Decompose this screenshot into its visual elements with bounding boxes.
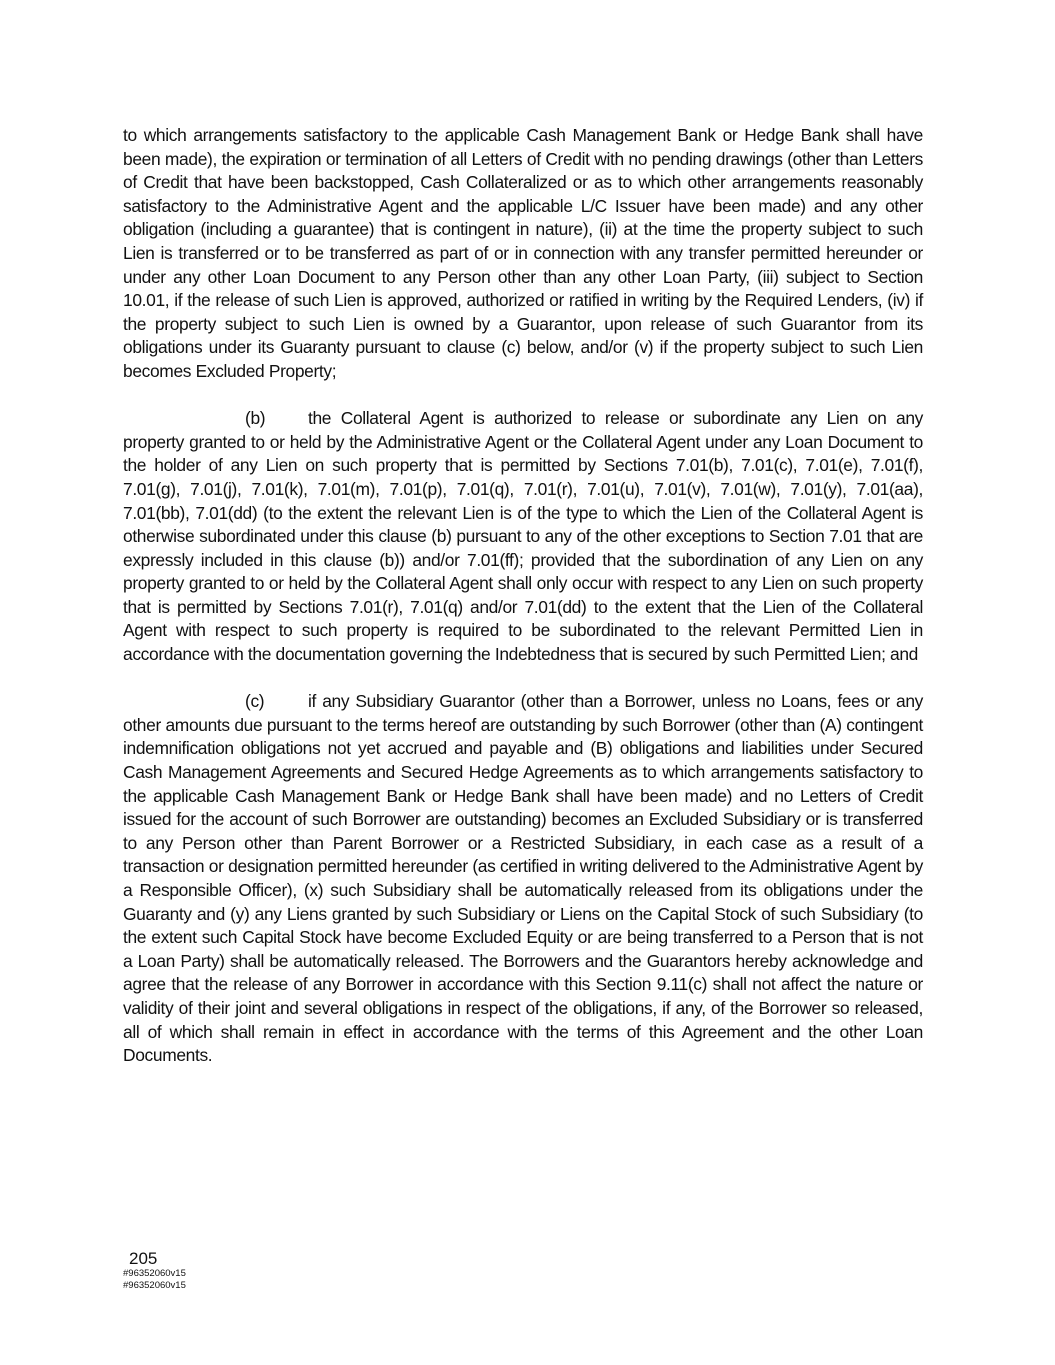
paragraph-text: to which arrangements satisfactory to the applicable Cash Management Bank or Hedge Bank shall have been made), the expiration or termination of all Letters of Credit with no pending drawings (other than Letters of Credit that have been backstopped, Cash Collateralized or as to which other arrangements reasonably satisfactory to the Administrative Agent and the applicable L/C Issuer have been made) and any other obligation (including a guarantee) that is contingent in nature), (ii) at the time the property subject to such Lien is transferred or to be transferred as part of or in connection with any transfer permitted hereunder or under any other Loan Document to any Person other than any other Loan Party, (iii) subject to Section 10.01, if the release of such Lien is approved, authorized or ratified in writing by the Required Lenders, (iv) if the property subject to such Lien is owned by a Guarantor, upon release of such Guarantor from its obligations under its Guaranty pursuant to clause (c) below, and/or (v) if the property subject to such Lien becomes Excluded Property; [123,125,923,381]
paragraph-clause-c [123,690,923,1068]
page-footer [123,1250,186,1291]
document-id: #96352060v15 [123,1268,186,1279]
paragraph-text: if any Subsidiary Guarantor (other than a Borrower, unless no Loans, fees or any other amounts due pursuant to the terms hereof are outstanding by such Borrower (other than (A) contingent indemnification obligations not yet accrued and payable and (B) obligations and liabilities under Secured Cash Management Agreements and Secured Hedge Agreements as to which arrangements satisfactory to the applicable Cash Management Bank or Hedge Bank shall have been made) and no Letters of Credit issued for the account of such Borrower are outstanding) becomes an Excluded Subsidiary or is transferred to any Person other than Parent Borrower or a Restricted Subsidiary, in each case as a result of a transaction or designation permitted hereunder (as certified in writing delivered to the Administrative Agent by a Responsible Officer), (x) such Subsidiary shall be automatically released from its obligations under the Guaranty and (y) any Liens granted by such Subsidiary or Liens on the Capital Stock of such Subsidiary (to the extent such Capital Stock have become Excluded Equity or are being transferred to a Person that is not a Loan Party) shall be automatically released. The Borrowers and the Guarantors hereby acknowledge and agree that the release of any Borrower in accordance with this Section 9.11(c) shall not affect the nature or validity of their joint and several obligations in respect of the obligations, if any, of the Borrower so released, all of which shall remain in effect in accordance with the terms of this Agreement and the other Loan Documents. [123,691,923,1066]
document-body [123,124,923,1091]
page-number: 205 [129,1249,158,1268]
paragraph-text: the Collateral Agent is authorized to release or subordinate any Lien on any property granted to or held by the Administrative Agent or the Collateral Agent under any Loan Document to the holder of any Lien on such property that is permitted by Sections 7.01(b), 7.01(c), 7.01(e), 7.01(f), 7.01(g), 7.01(j), 7.01(k), 7.01(m), 7.01(p), 7.01(q), 7.01(r), 7.01(u), 7.01(v), 7.01(w), 7.01(y), 7.01(aa), 7.01(bb), 7.01(dd) (to the extent the relevant Lien is of the type to which the Lien of the Collateral Agent is otherwise subordinated under this clause (b) pursuant to any of the other exceptions to Section 7.01 that are expressly included in this clause (b)) and/or 7.01(ff); provided that the subordination of any Lien on any property granted to or held by the Collateral Agent shall only occur with respect to any Lien on such property that is permitted by Sections 7.01(r), 7.01(q) and/or 7.01(dd) to the extent that the Lien of the Collateral Agent with respect to such property is required to be subordinated to the relevant Permitted Lien in accordance with the documentation governing the Indebtedness that is secured by such Permitted Lien; and [123,408,923,665]
clause-enumerator: (c) [245,691,265,712]
clause-enumerator: (b) [245,408,266,429]
paragraph-clause-b [123,407,923,667]
paragraph-continuation [123,124,923,384]
document-id: #96352060v15 [123,1279,186,1291]
